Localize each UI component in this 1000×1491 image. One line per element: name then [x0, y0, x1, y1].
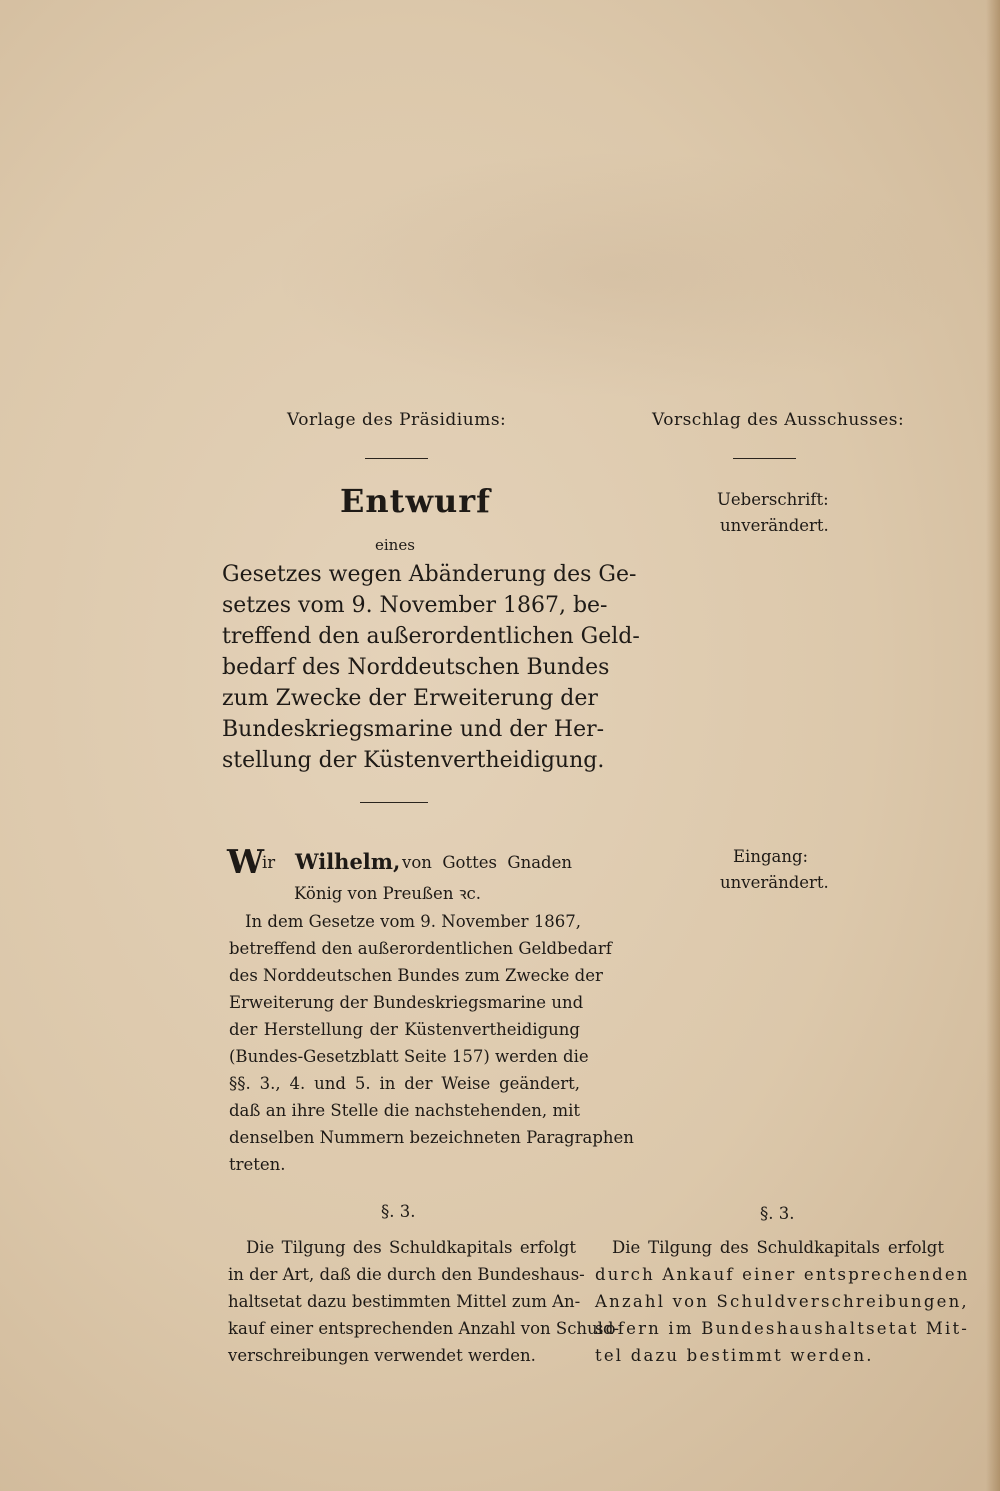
- preamble-initial: W: [227, 842, 265, 881]
- subject-line: Gesetzes wegen Abänderung des Ge-: [222, 562, 637, 587]
- intro-line: Erweiterung der Bundeskriegsmarine und: [229, 993, 584, 1012]
- draft-subtitle-eines: eines: [375, 536, 415, 554]
- left-section-rule: [360, 802, 428, 803]
- draft-title: Entwurf: [340, 482, 491, 520]
- left-section-line: verschreibungen verwendet werden.: [228, 1346, 536, 1365]
- page-edge-shadow: [986, 0, 1000, 1491]
- subject-line: zum Zwecke der Erweiterung der: [222, 686, 598, 711]
- preamble-note-value: unverändert.: [720, 873, 829, 892]
- intro-line: In dem Gesetze vom 9. November 1867,: [245, 912, 582, 931]
- intro-line: denselben Nummern bezeichneten Paragraphen: [229, 1128, 634, 1147]
- right-section-line: tel dazu bestimmt werden.: [595, 1346, 874, 1365]
- preamble-name: Wilhelm,: [295, 849, 401, 874]
- intro-line: (Bundes-Gesetzblatt Seite 157) werden die: [229, 1047, 589, 1066]
- left-header-rule: [365, 458, 428, 459]
- right-section-label: §. 3.: [760, 1204, 795, 1223]
- intro-line: treten.: [229, 1155, 286, 1174]
- preamble-tail: von Gottes Gnaden: [402, 853, 572, 872]
- left-section-line: haltsetat dazu bestimmten Mittel zum An-: [228, 1292, 581, 1311]
- right-section-line: durch Ankauf einer entsprechenden: [595, 1265, 970, 1284]
- left-section-line: Die Tilgung des Schuldkapitals erfolgt: [246, 1238, 576, 1257]
- right-section-line: Die Tilgung des Schuldkapitals erfolgt: [612, 1238, 944, 1257]
- intro-line: daß an ihre Stelle die nachstehenden, mit: [229, 1101, 580, 1120]
- subject-line: stellung der Küstenvertheidigung.: [222, 748, 605, 773]
- left-section-label: §. 3.: [381, 1202, 416, 1221]
- left-column-header: Vorlage des Präsidiums:: [287, 410, 507, 430]
- preamble-word: ir: [262, 853, 276, 872]
- right-header-rule: [733, 458, 796, 459]
- subject-line: bedarf des Norddeutschen Bundes: [222, 655, 610, 680]
- subject-line: setzes vom 9. November 1867, be-: [222, 593, 608, 618]
- intro-line: betreffend den außerordentlichen Geldbedarf: [229, 939, 612, 958]
- preamble-note-label: Eingang:: [733, 847, 809, 866]
- subject-line: Bundeskriegsmarine und der Her-: [222, 717, 605, 742]
- right-section-line: Anzahl von Schuldverschreibungen,: [595, 1292, 969, 1311]
- right-section-line: sofern im Bundeshaushaltsetat Mit-: [595, 1319, 970, 1338]
- intro-line: der Herstellung der Küstenvertheidigung: [229, 1020, 580, 1039]
- show-through-text: [270, 150, 970, 400]
- left-section-line: in der Art, daß die durch den Bundeshaus-: [228, 1265, 585, 1284]
- intro-line: §§. 3., 4. und 5. in der Weise geändert,: [229, 1074, 580, 1093]
- right-column-header: Vorschlag des Ausschusses:: [652, 410, 905, 430]
- title-note-label: Ueberschrift:: [717, 490, 829, 509]
- left-section-line: kauf einer entsprechenden Anzahl von Schuld-: [228, 1319, 620, 1338]
- intro-line: des Norddeutschen Bundes zum Zwecke der: [229, 966, 603, 985]
- preamble-line2: König von Preußen ꝛc.: [294, 884, 482, 903]
- subject-line: treffend den außerordentlichen Geld-: [222, 624, 640, 649]
- title-note-value: unverändert.: [720, 516, 829, 535]
